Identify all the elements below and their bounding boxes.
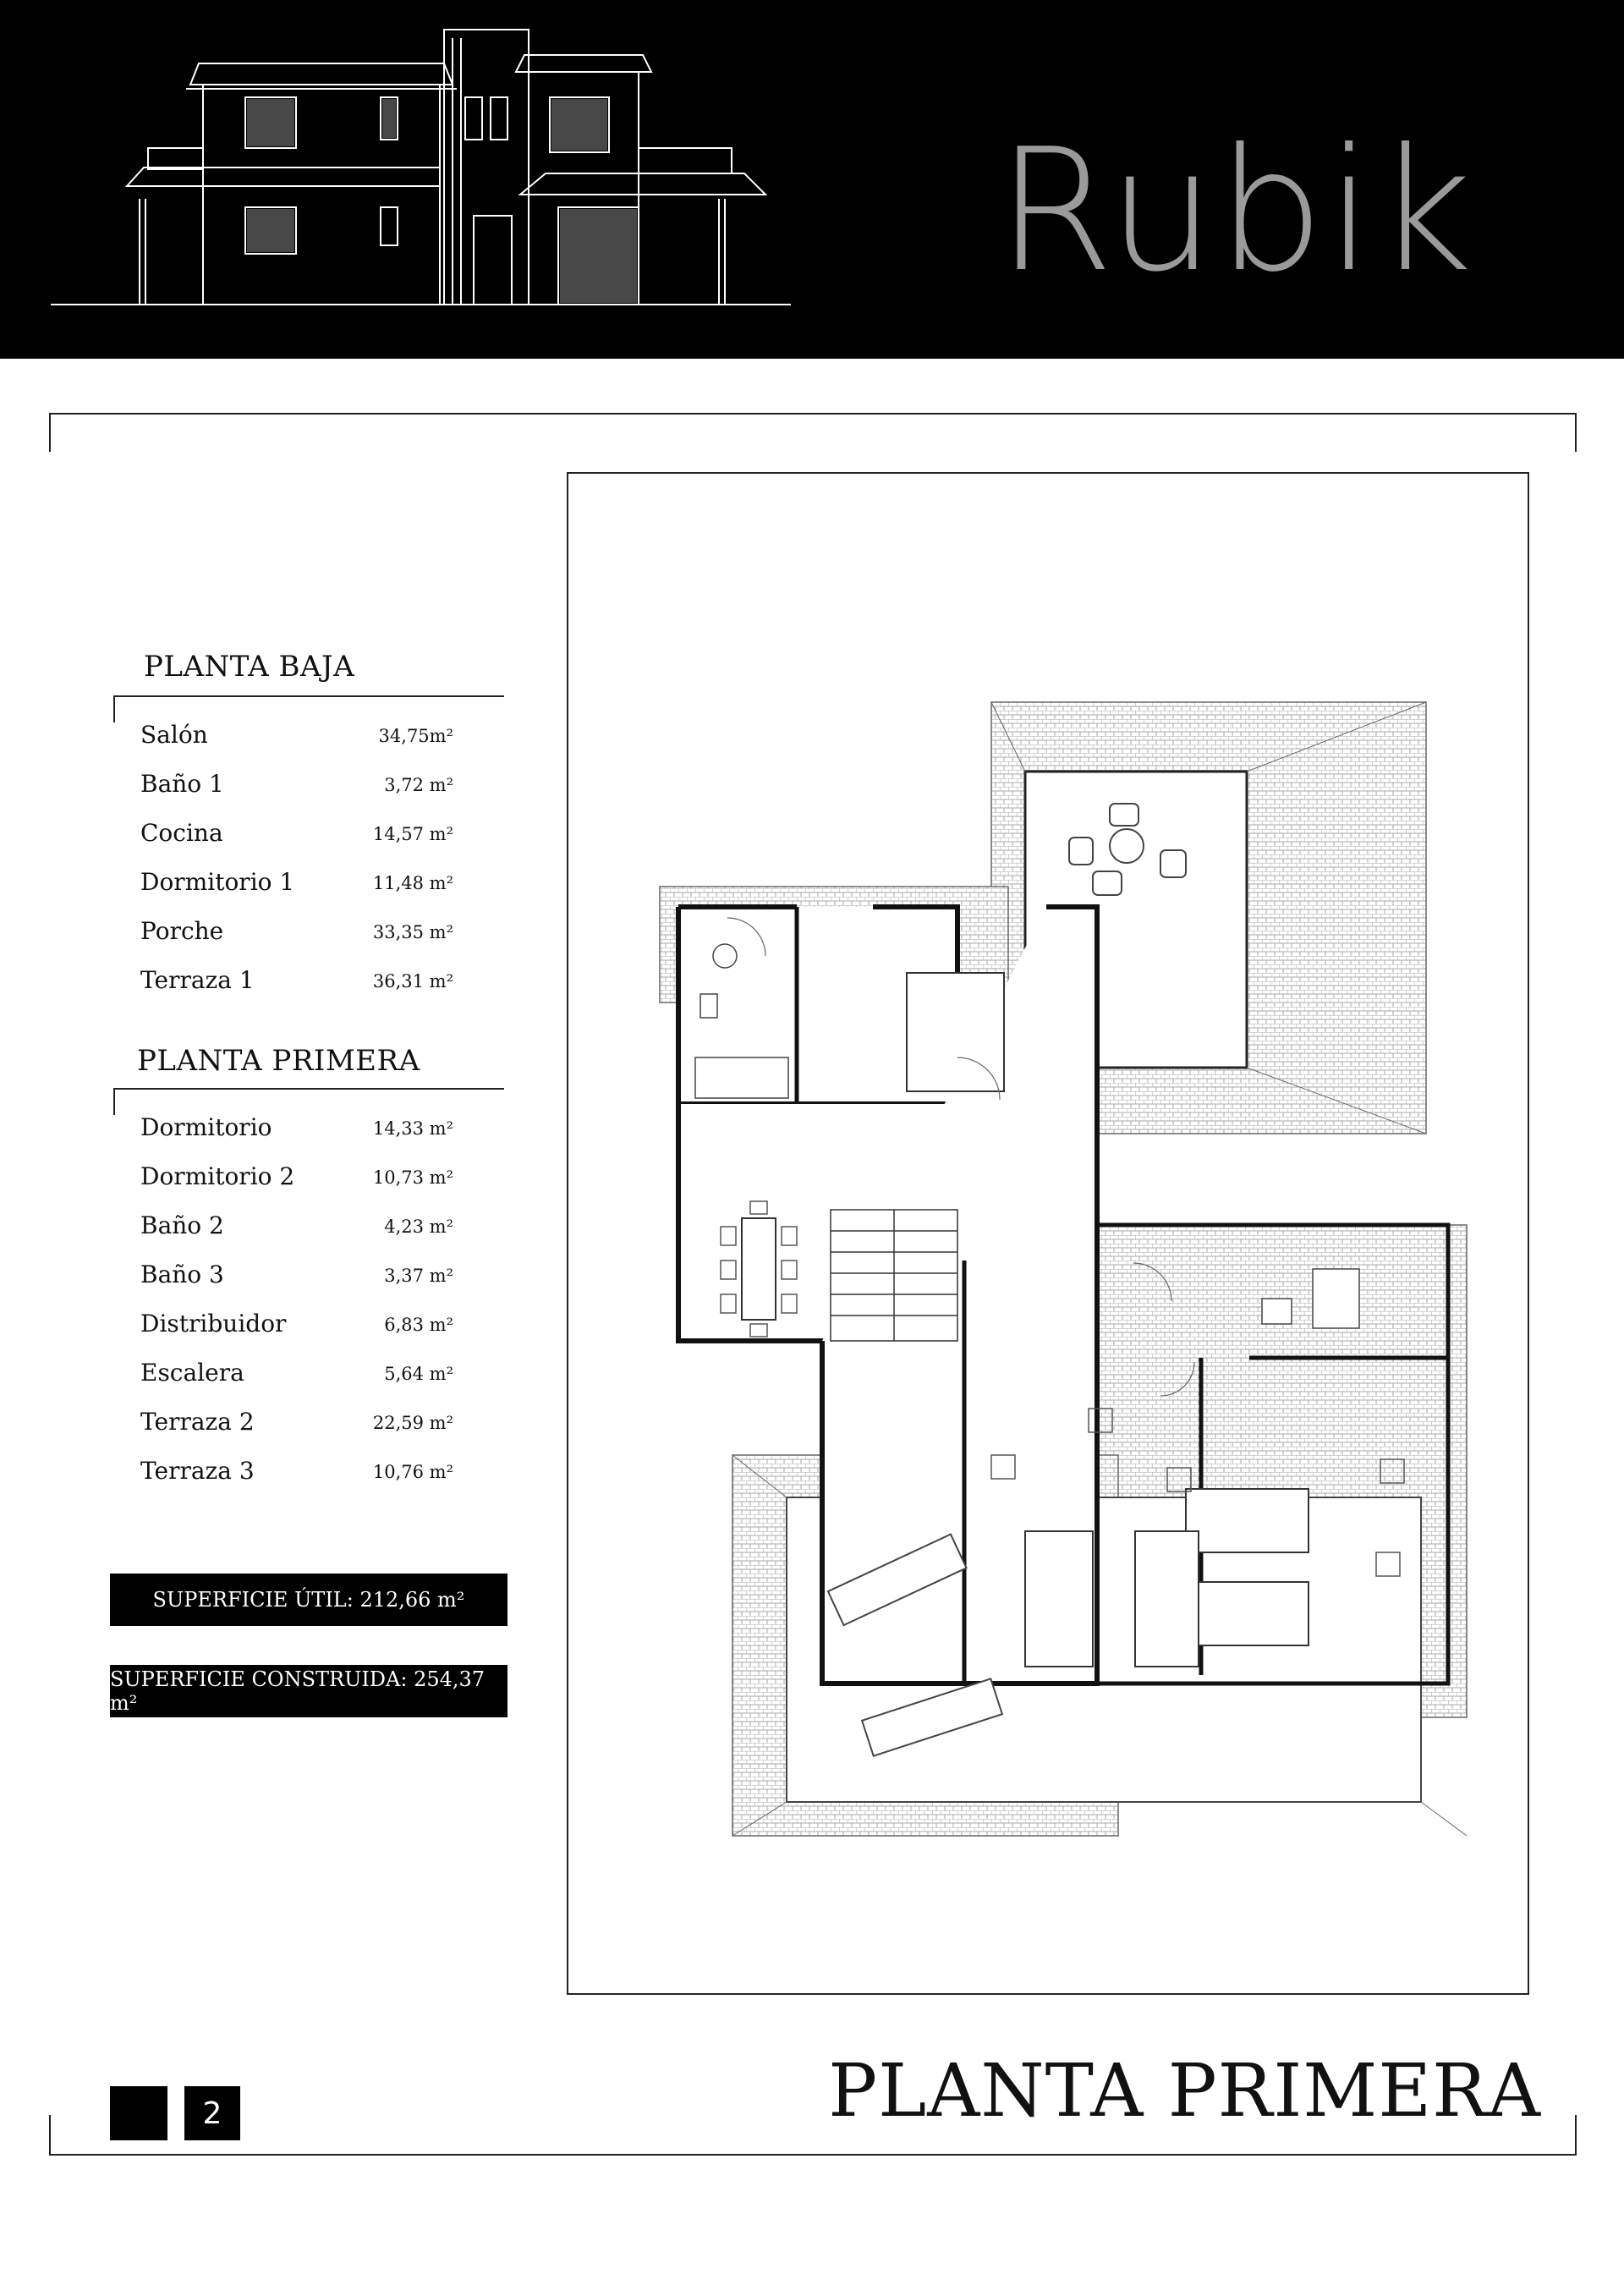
section-tick [113, 1088, 115, 1115]
planta-primera-title: PLANTA PRIMERA [137, 1044, 420, 1078]
top-frame-rule [49, 413, 1577, 415]
superficie-util-badge: SUPERFICIE ÚTIL: 212,66 m² [110, 1574, 508, 1626]
planta-baja-title: PLANTA BAJA [144, 650, 355, 684]
section-rule [113, 1088, 504, 1090]
header-banner [0, 0, 1624, 359]
list-item: Baño 3 3,37 m² [140, 1261, 453, 1288]
bottom-frame-rule [49, 2154, 1577, 2156]
frame-tick [49, 2115, 51, 2154]
frame-tick [1575, 2115, 1577, 2154]
list-item: Terraza 1 36,31 m² [140, 966, 453, 994]
list-item: Baño 1 3,72 m² [140, 770, 453, 798]
list-item: Escalera 5,64 m² [140, 1359, 453, 1387]
brand-logo-text: Rubik [996, 113, 1475, 310]
house-elevation-drawing [51, 25, 795, 313]
list-item: Dormitorio 14,33 m² [140, 1113, 453, 1141]
section-tick [113, 695, 115, 722]
section-rule [113, 695, 504, 697]
page-number: 2 [184, 2086, 240, 2140]
list-item: Cocina 14,57 m² [140, 819, 453, 847]
list-item: Salón 34,75m² [140, 721, 453, 749]
list-item: Dormitorio 2 10,73 m² [140, 1162, 453, 1190]
page-marker-square [110, 2086, 167, 2140]
list-item: Terraza 3 10,76 m² [140, 1457, 453, 1485]
list-item: Baño 2 4,23 m² [140, 1211, 453, 1239]
floor-plan-frame [567, 472, 1529, 1995]
superficie-construida-badge: SUPERFICIE CONSTRUIDA: 254,37 m² [110, 1665, 508, 1717]
page-title: PLANTA PRIMERA [828, 2049, 1541, 2134]
list-item: Distribuidor 6,83 m² [140, 1310, 453, 1338]
list-item: Dormitorio 1 11,48 m² [140, 868, 453, 896]
frame-tick [49, 413, 51, 452]
frame-tick [1575, 413, 1577, 452]
list-item: Porche 33,35 m² [140, 917, 453, 945]
list-item: Terraza 2 22,59 m² [140, 1408, 453, 1436]
floor-plan-drawing [568, 474, 1528, 1993]
